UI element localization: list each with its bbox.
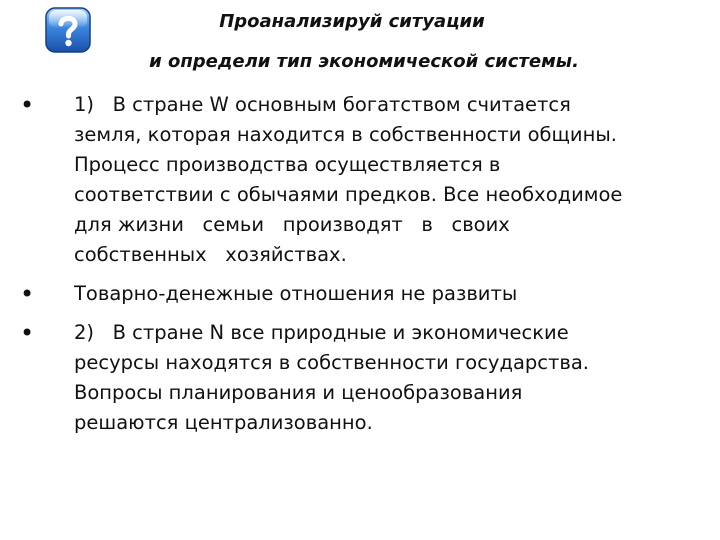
bullet-list	[20, 90, 710, 447]
slide-title-line-1: Проанализируй ситуации	[219, 11, 485, 32]
bullet-line: решаются централизованно.	[74, 411, 373, 434]
bullet-line: Процесс производства осуществляется в	[74, 153, 501, 176]
bullet-line: земля, которая находится в собственности общины.	[74, 123, 617, 146]
bullet-item-money-relations	[20, 279, 710, 309]
bullet-line: Товарно-денежные отношения не развиты	[74, 282, 518, 305]
bullet-line: 2) В стране N все природные и экономические	[74, 321, 569, 344]
bullet-line: для жизни семьи производят в своих	[74, 213, 510, 236]
bullet-line: 1) В стране W основным богатством считается	[74, 93, 571, 116]
bullet-marker: •	[20, 280, 35, 308]
bullet-marker: •	[20, 319, 35, 347]
bullet-item-country-w	[20, 90, 710, 270]
bullet-marker: •	[20, 91, 35, 119]
bullet-line: Вопросы планирования и ценообразования	[74, 381, 523, 404]
slide-title-line-2: и определи тип экономической системы.	[149, 51, 579, 72]
bullet-item-country-n	[20, 318, 710, 438]
bullet-line: соответствии с обычаями предков. Все необходимое	[74, 183, 623, 206]
bullet-line: ресурсы находятся в собственности государства.	[74, 351, 590, 374]
bullet-line: собственных хозяйствах.	[74, 243, 347, 266]
